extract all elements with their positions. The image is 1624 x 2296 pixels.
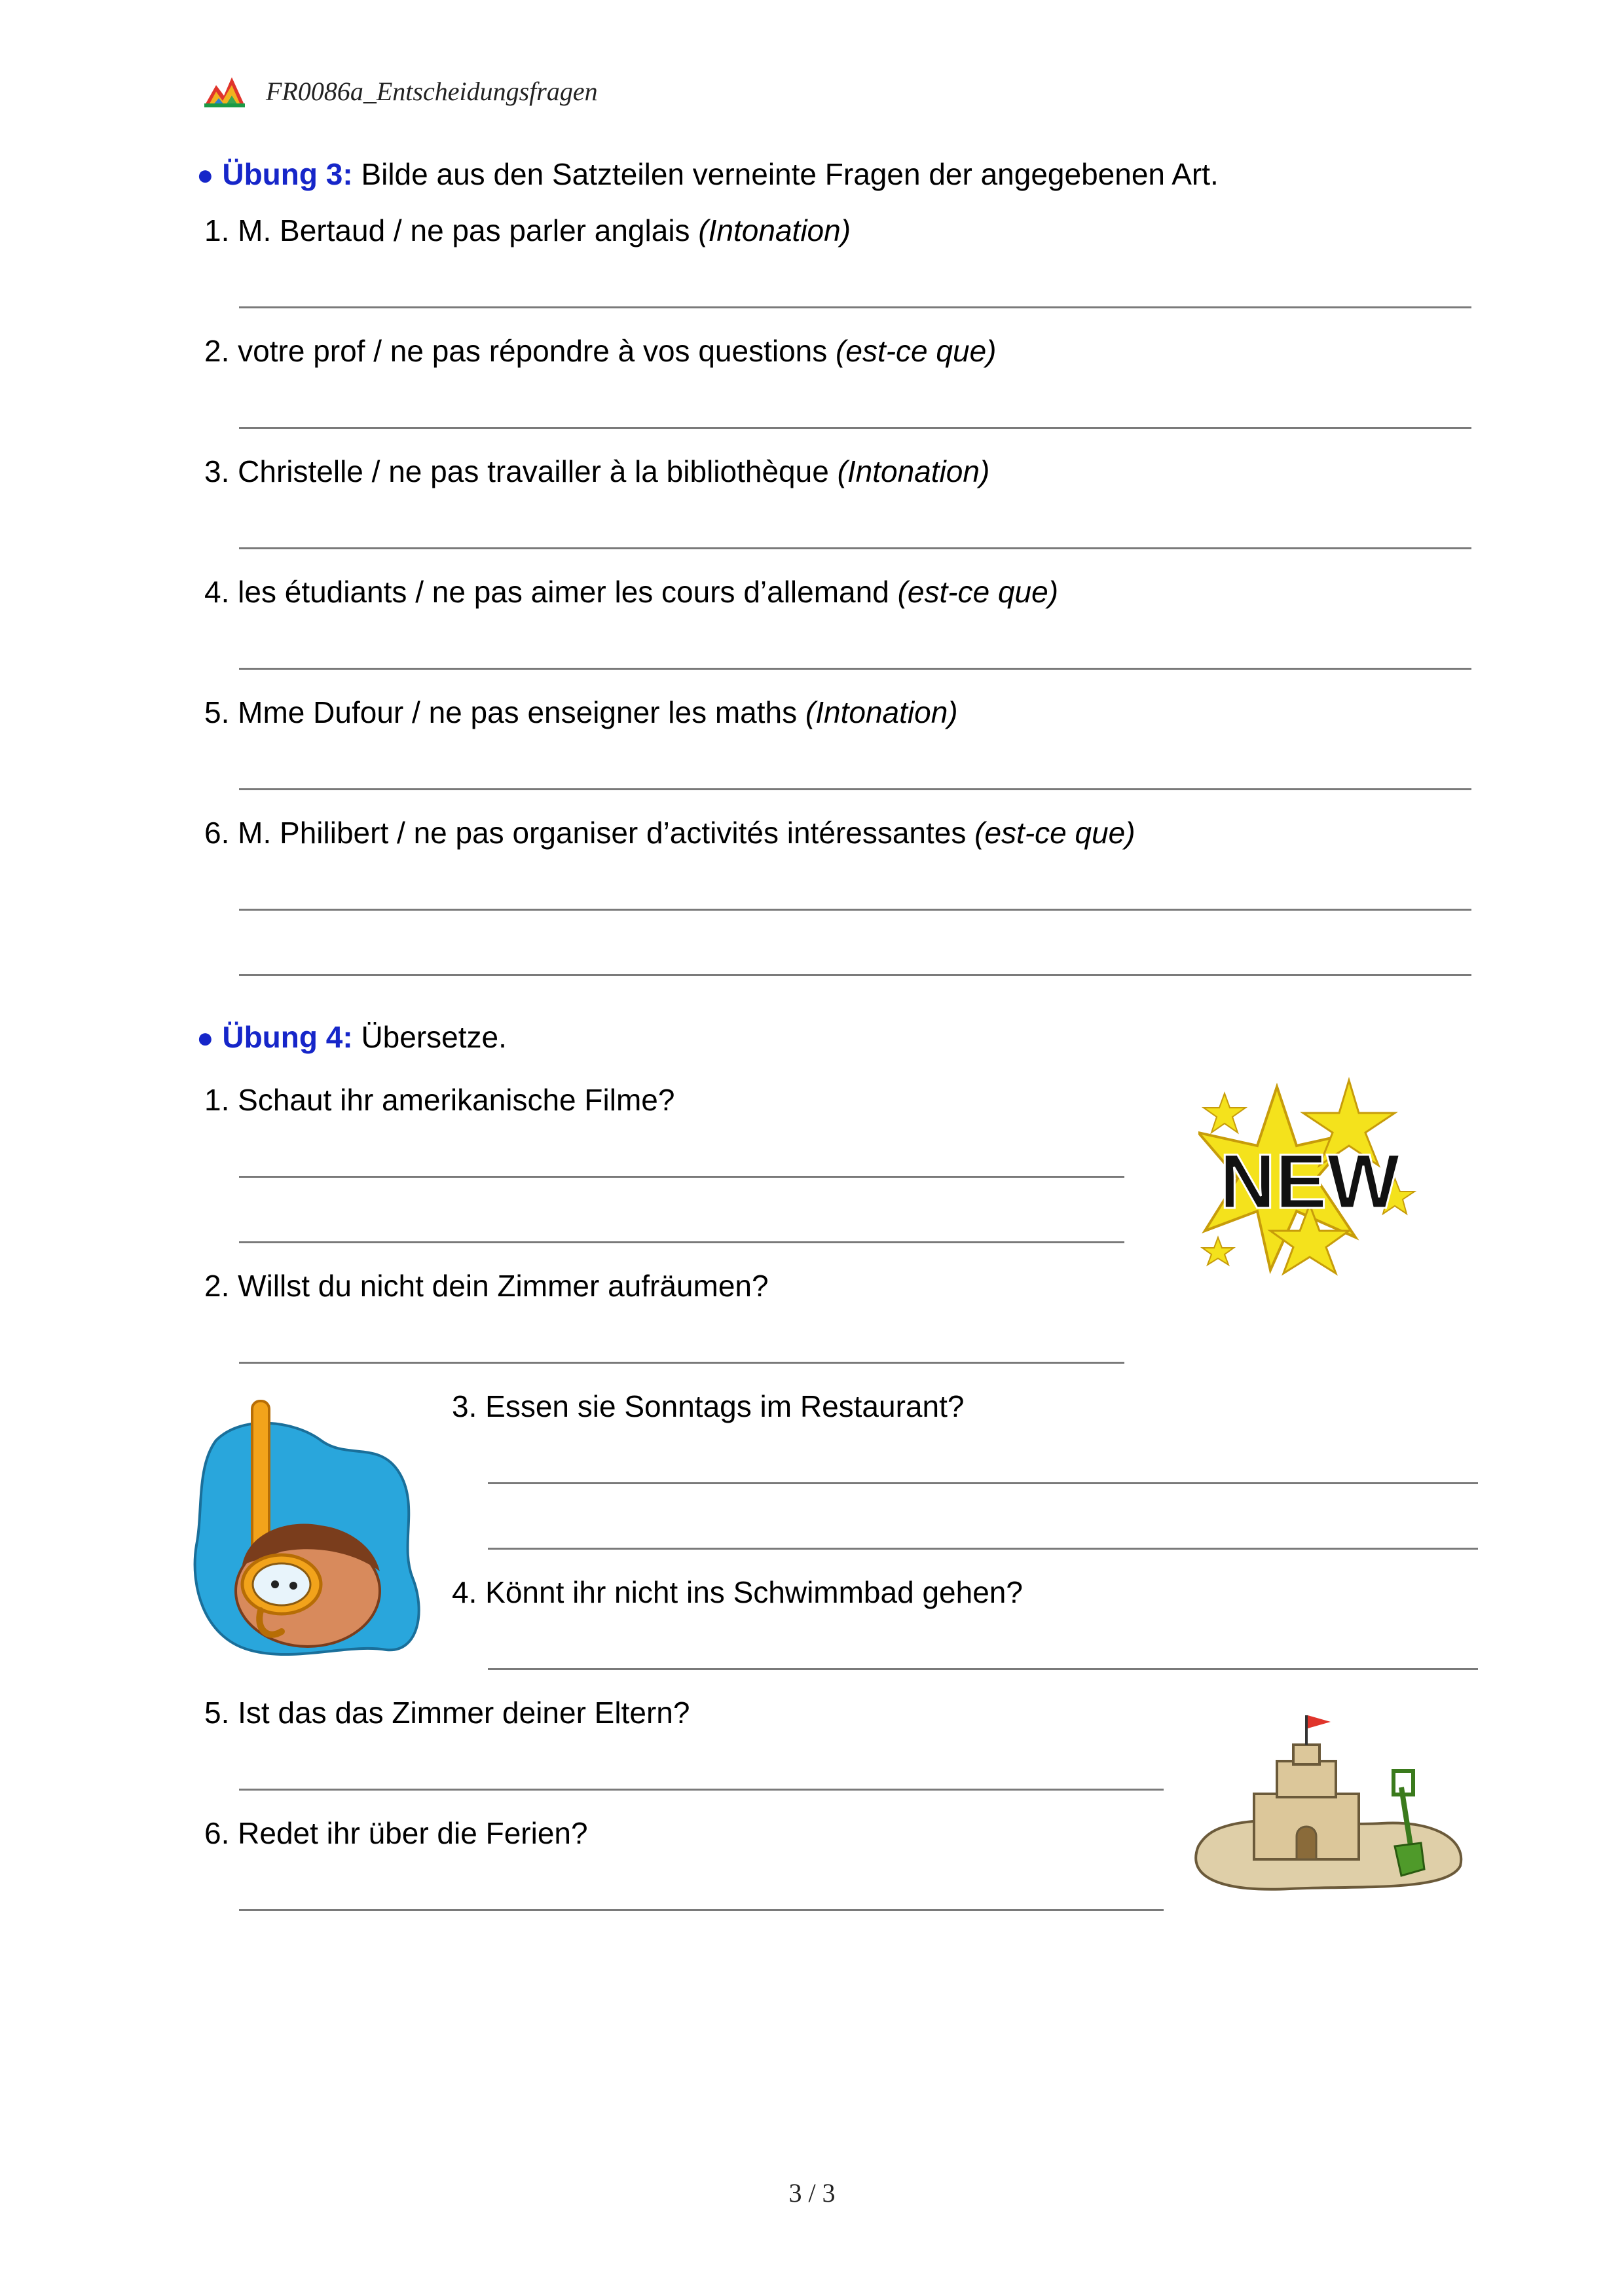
answer-line[interactable]: [239, 909, 1471, 911]
answer-line[interactable]: [239, 547, 1471, 549]
ex4-item-4: [452, 1574, 1023, 1611]
item-number: 4.: [204, 575, 230, 609]
ex4-item-6: [204, 1815, 588, 1851]
new-badge-text: NEW: [1219, 1139, 1400, 1225]
item-text: votre prof / ne pas répondre à vos questions: [238, 334, 836, 368]
snorkel-diver-icon: [190, 1388, 426, 1663]
answer-line[interactable]: [239, 1176, 1124, 1178]
answer-line[interactable]: [239, 1789, 1164, 1791]
item-hint: (Intonation): [805, 695, 958, 729]
item-text: Könnt ihr nicht ins Schwimmbad gehen?: [485, 1575, 1023, 1609]
item-number: 1.: [204, 1083, 230, 1117]
item-text: Ist das das Zimmer deiner Eltern?: [238, 1696, 690, 1730]
item-hint: (est-ce que): [836, 334, 997, 368]
mountain-logo-icon: [203, 73, 246, 110]
ex4-item-2: [204, 1267, 769, 1304]
header: [203, 73, 661, 113]
ex4-item-3: [452, 1388, 964, 1425]
item-text: Schaut ihr amerikanische Filme?: [238, 1083, 675, 1117]
answer-line[interactable]: [239, 974, 1471, 976]
ex3-item-4: [204, 574, 1058, 610]
answer-line[interactable]: [239, 306, 1471, 308]
item-text: Christelle / ne pas travailler à la bibliothèque: [238, 454, 838, 488]
ex3-item-6: [204, 814, 1135, 851]
sandcastle-icon: [1185, 1709, 1467, 1899]
item-text: les étudiants / ne pas aimer les cours d’allemand: [238, 575, 898, 609]
exercise-4-heading: [196, 1019, 507, 1057]
answer-line[interactable]: [239, 788, 1471, 790]
item-number: 5.: [204, 1696, 230, 1730]
exercise-title: Übung 3:: [222, 157, 353, 191]
item-hint: (est-ce que): [974, 816, 1135, 850]
exercise-instruction: Bilde aus den Satzteilen verneinte Fragen der angegebenen Art.: [361, 157, 1219, 191]
document-id: FR0086a_Entscheidungsfragen: [266, 77, 598, 106]
item-number: 6.: [204, 1816, 230, 1850]
answer-line[interactable]: [488, 1548, 1478, 1550]
ex4-item-1: [204, 1082, 674, 1118]
new-star-badge-icon: [1198, 1074, 1421, 1296]
answer-line[interactable]: [239, 1909, 1164, 1911]
bullet: ●: [196, 1022, 214, 1054]
answer-line[interactable]: [488, 1482, 1478, 1484]
item-text: M. Philibert / ne pas organiser d’activités intéressantes: [238, 816, 975, 850]
ex3-item-2: [204, 333, 996, 369]
bullet: ●: [196, 159, 214, 191]
item-number: 3.: [204, 454, 230, 488]
page-number: 3 / 3: [788, 2178, 836, 2208]
item-number: 3.: [452, 1389, 477, 1423]
item-number: 4.: [452, 1575, 477, 1609]
item-hint: (Intonation): [837, 454, 990, 488]
item-number: 6.: [204, 816, 230, 850]
answer-line[interactable]: [239, 427, 1471, 429]
item-number: 2.: [204, 334, 230, 368]
item-text: Willst du nicht dein Zimmer aufräumen?: [238, 1269, 769, 1303]
exercise-title: Übung 4:: [222, 1020, 353, 1054]
item-text: M. Bertaud / ne pas parler anglais: [238, 213, 699, 247]
item-hint: (est-ce que): [897, 575, 1059, 609]
ex3-item-1: [204, 212, 851, 249]
ex4-item-5: [204, 1694, 690, 1731]
answer-line[interactable]: [488, 1668, 1478, 1670]
ex3-item-3: [204, 453, 989, 490]
item-text: Mme Dufour / ne pas enseigner les maths: [238, 695, 805, 729]
item-text: Redet ihr über die Ferien?: [238, 1816, 588, 1850]
answer-line[interactable]: [239, 668, 1471, 670]
item-text: Essen sie Sonntags im Restaurant?: [485, 1389, 965, 1423]
exercise-3-heading: [196, 156, 1219, 194]
item-number: 5.: [204, 695, 230, 729]
ex3-item-5: [204, 694, 958, 731]
answer-line[interactable]: [239, 1362, 1124, 1364]
answer-line[interactable]: [239, 1241, 1124, 1243]
item-hint: (Intonation): [698, 213, 851, 247]
item-number: 2.: [204, 1269, 230, 1303]
item-number: 1.: [204, 213, 230, 247]
exercise-instruction: Übersetze.: [361, 1020, 507, 1054]
